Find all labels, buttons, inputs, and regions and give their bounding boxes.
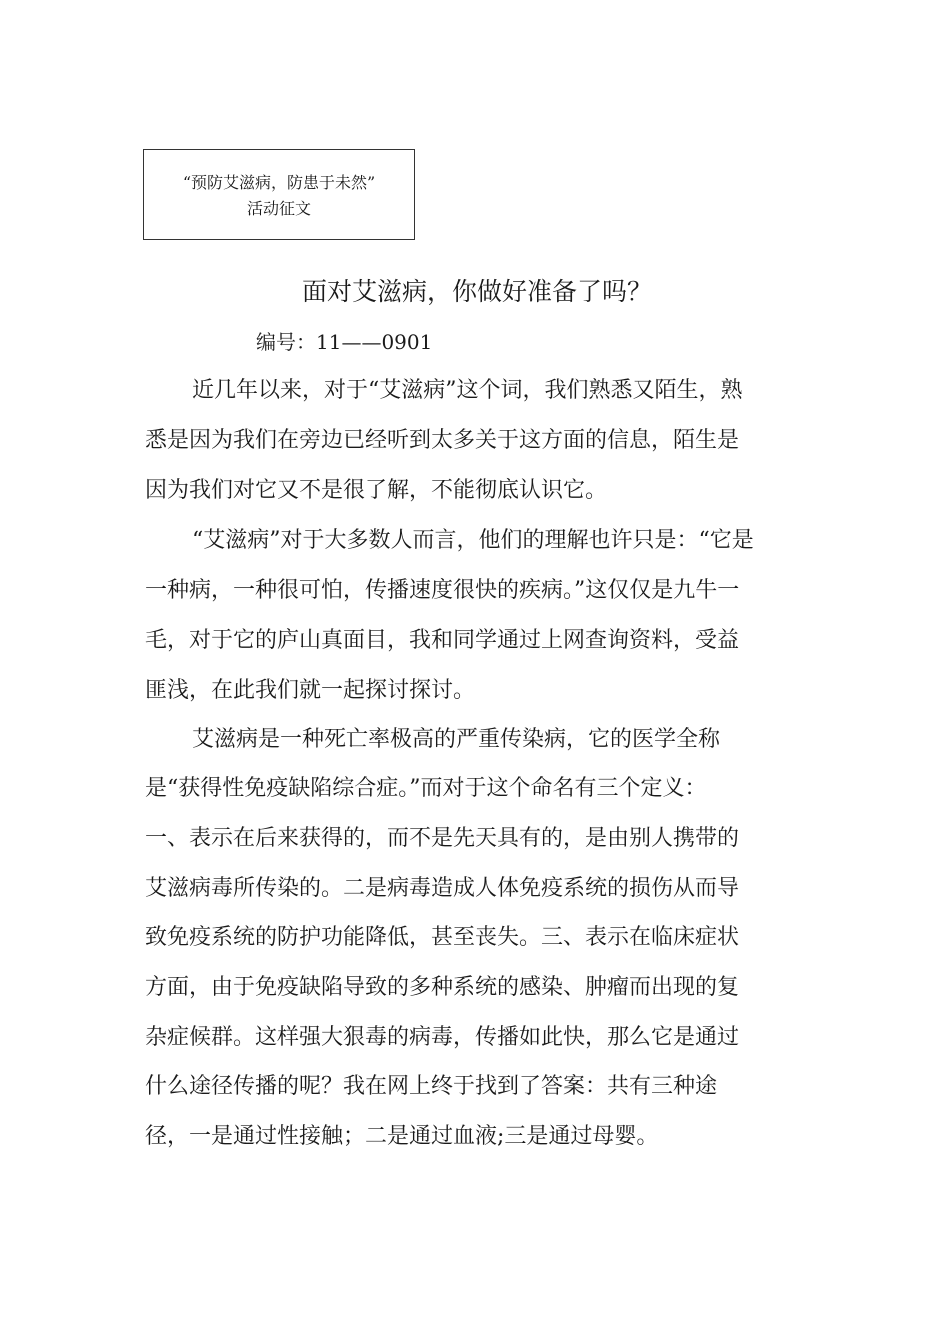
- page-title: 面对艾滋病，你做好准备了吗？: [301, 277, 652, 306]
- body-line: 杂症候群。这样强大狠毒的病毒，传播如此快，那么它是通过: [145, 1025, 740, 1050]
- body-line: 什么途径传播的呢？我在网上终于找到了答案：共有三种途: [145, 1074, 718, 1099]
- body-line: 匪浅，在此我们就一起探讨探讨。: [145, 678, 476, 703]
- body-line: 一、表示在后来获得的，而不是先天具有的，是由别人携带的: [145, 826, 740, 851]
- body-line: 一种病，一种很可怕，传播速度很快的疾病。”这仅仅是九牛一: [145, 578, 740, 603]
- body-line: 毛，对于它的庐山真面目，我和同学通过上网查询资料，受益: [145, 628, 740, 653]
- body-line: 致免疫系统的防护功能降低，甚至丧失。三、表示在临床症状: [145, 925, 740, 950]
- body-line: 因为我们对它又不是很了解，不能彻底认识它。: [145, 478, 608, 503]
- document-number: 编号：11——0901: [256, 330, 433, 354]
- body-line: 艾滋病是一种死亡率极高的严重传染病，它的医学全称: [192, 727, 721, 752]
- body-line: 艾滋病毒所传染的。二是病毒造成人体免疫系统的损伤从而导: [145, 876, 740, 901]
- body-line: 方面，由于免疫缺陷导致的多种系统的感染、肿瘤而出现的复: [145, 975, 740, 1000]
- activity-type: 活动征文: [246, 199, 311, 218]
- body-line: 近几年以来，对于“艾滋病”这个词，我们熟悉又陌生，熟: [192, 378, 743, 403]
- body-line: 是“获得性免疫缺陷综合症。”而对于这个命名有三个定义：: [145, 776, 707, 801]
- body-line: “艾滋病”对于大多数人而言，他们的理解也许只是：“它是: [192, 528, 754, 553]
- body-line: 悉是因为我们在旁边已经听到太多关于这方面的信息，陌生是: [145, 428, 740, 453]
- activity-slogan: “预防艾滋病，防患于未然”: [182, 173, 376, 192]
- body-line: 径，一是通过性接触；二是通过血液;三是通过母婴。: [145, 1124, 659, 1149]
- activity-label-box: [143, 149, 415, 240]
